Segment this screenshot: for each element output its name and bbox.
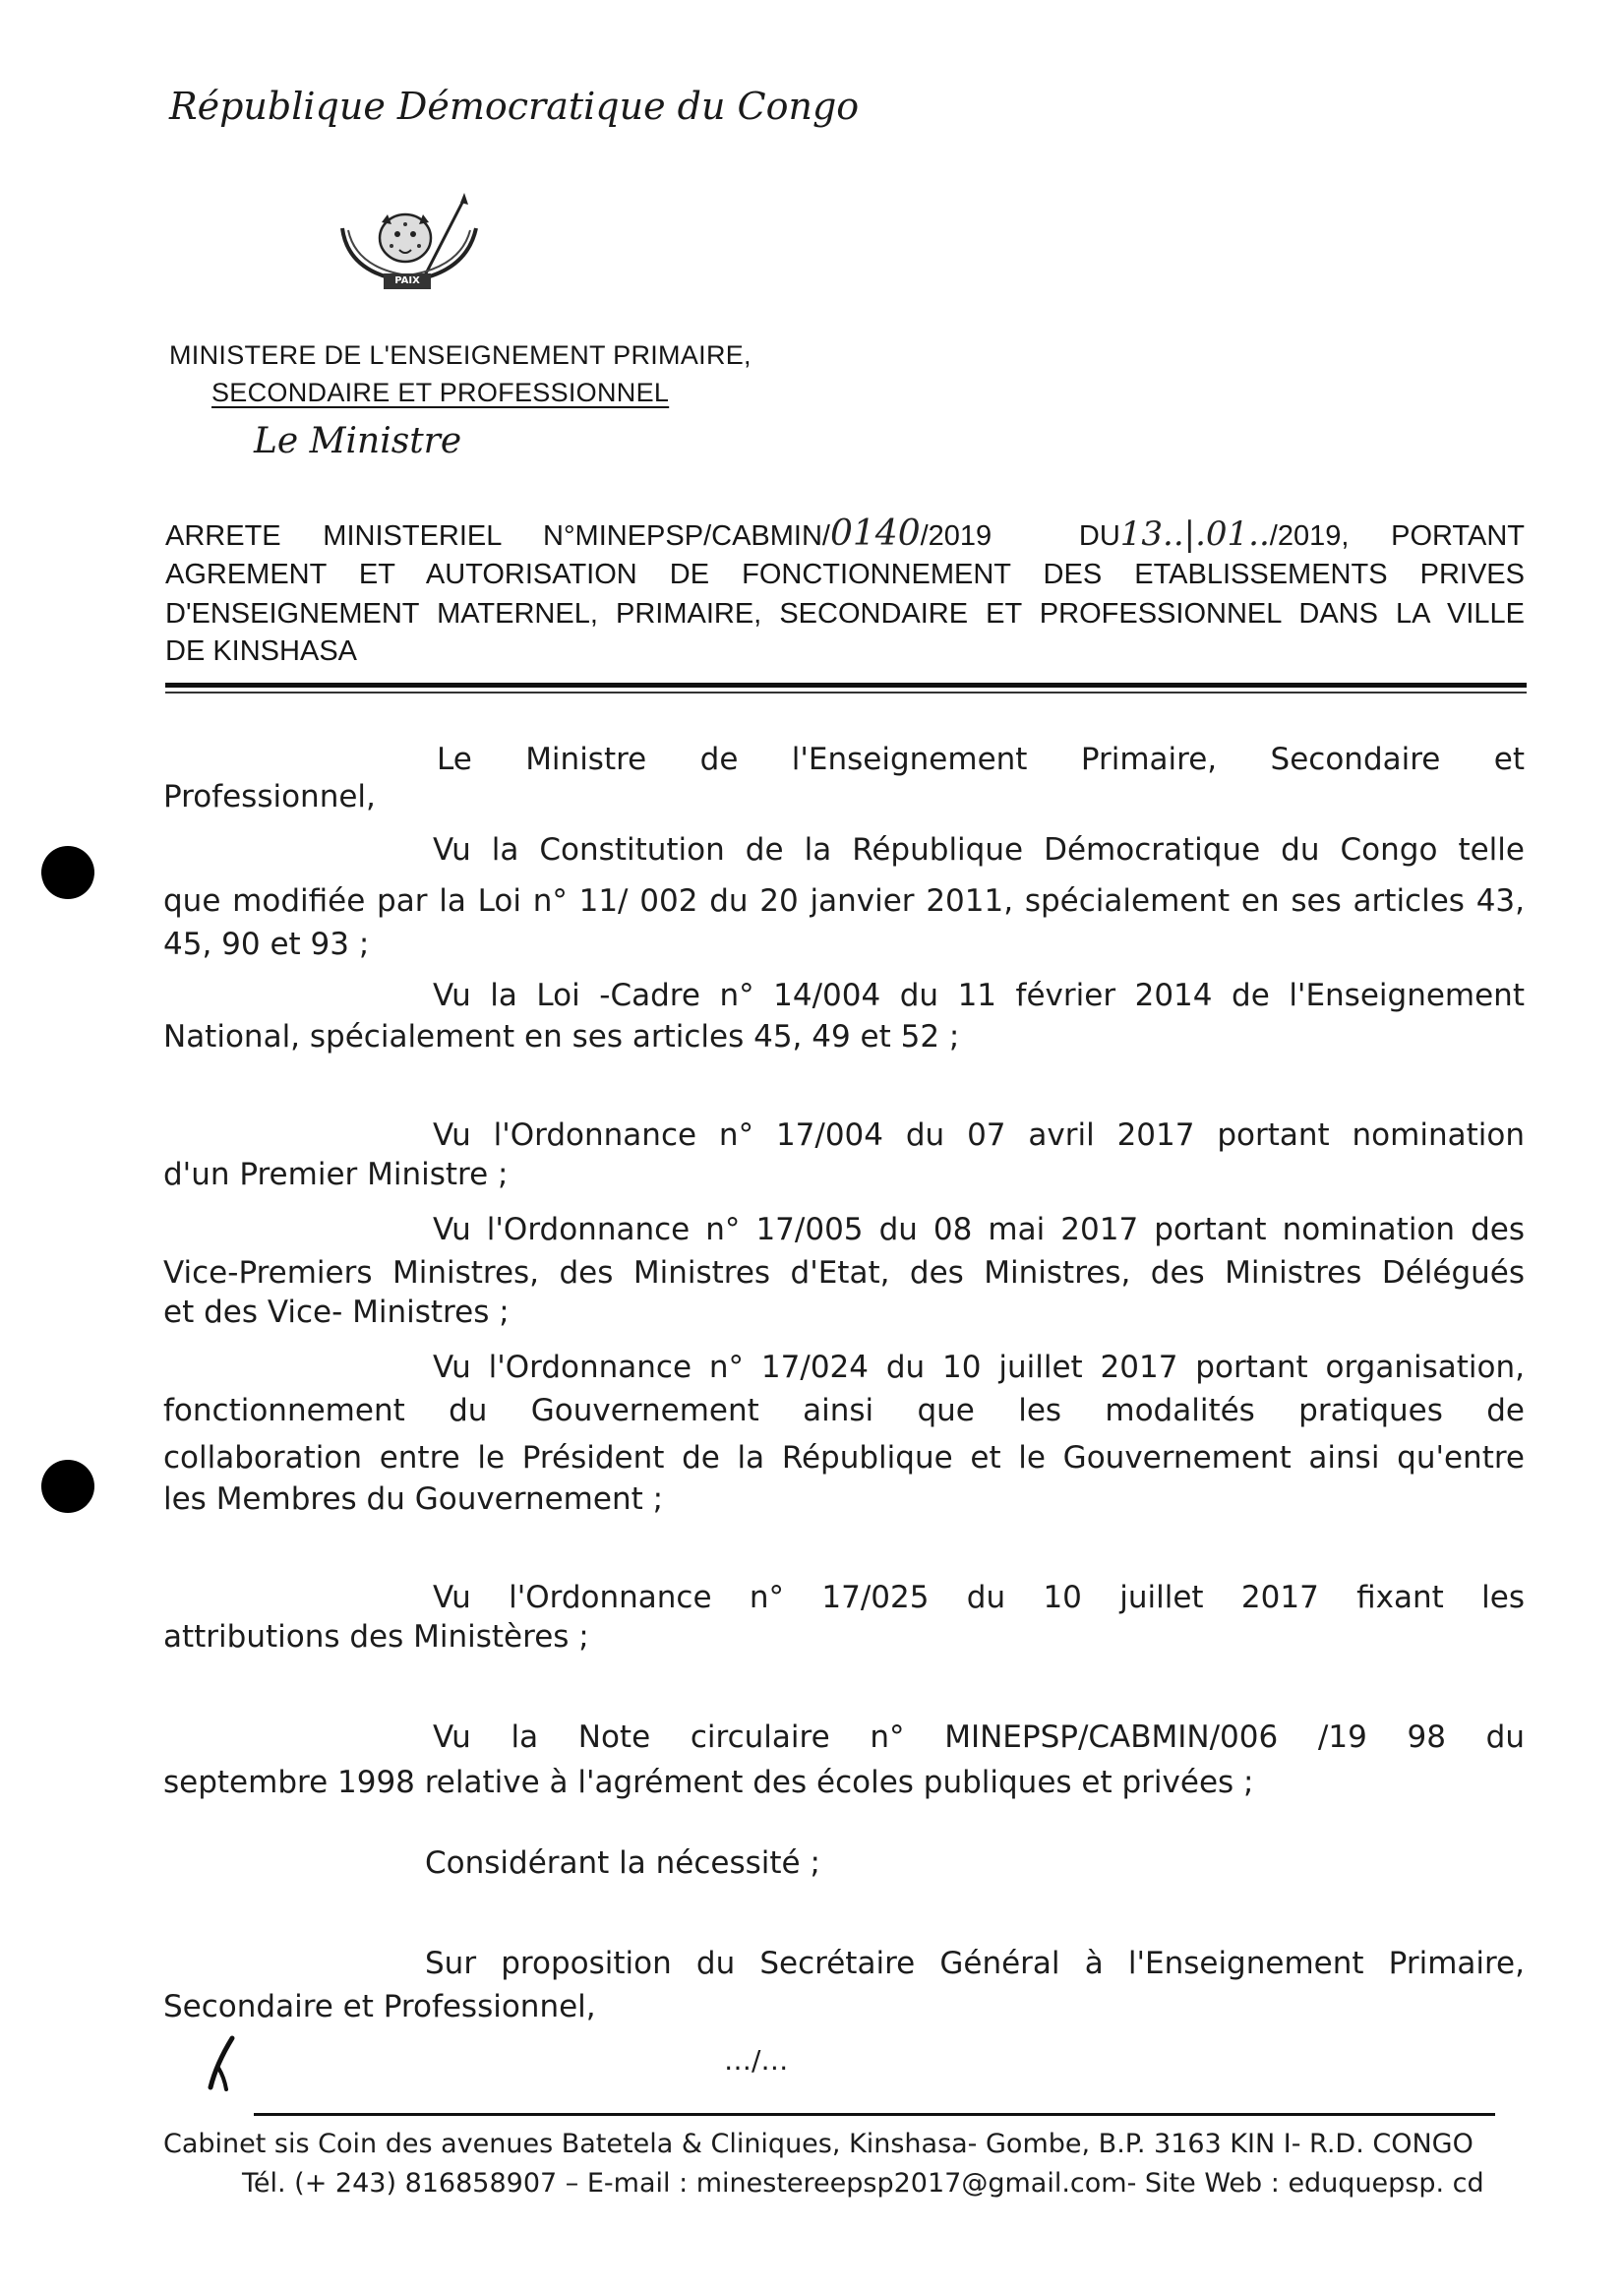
title-divider-thin (165, 692, 1527, 694)
decree-title-line2: AGREMENT ET AUTORISATION DE FONCTIONNEMENT DES ETABLISSEMENTS PRIVES (165, 559, 1525, 590)
vu-ordonnance-17-004-line2: d'un Premier Ministre ; (163, 1157, 509, 1192)
footer-address: Cabinet sis Coin des avenues Batetela & Cliniques, Kinshasa- Gombe, B.P. 3163 KIN I- R.D. CONGO (163, 2129, 1474, 2159)
considerant: Considérant la nécessité ; (425, 1845, 820, 1881)
le-ministre-signature-title: Le Ministre (254, 421, 462, 461)
vu-ordonnance-17-005-line1: Vu l'Ordonnance n° 17/005 du 08 mai 2017 portant nomination des (433, 1212, 1525, 1247)
decree-du: DU (1078, 520, 1120, 552)
handwritten-initial-mark (203, 2034, 252, 2091)
decree-title-line4: DE KINSHASA (165, 635, 357, 667)
vu-loi-cadre-line1: Vu la Loi -Cadre n° 14/004 du 11 février 2014 de l'Enseignement (433, 978, 1525, 1013)
sur-proposition-line1: Sur proposition du Secrétaire Général à l'Enseignement Primaire, (425, 1946, 1525, 1981)
coat-of-arms-emblem (329, 189, 488, 297)
decree-year-portant: /2019, PORTANT (1269, 520, 1525, 552)
intro-line1: Le Ministre de l'Enseignement Primaire, Secondaire et (437, 742, 1525, 777)
emblem-motto: PAIX (394, 275, 420, 286)
sur-proposition-line2: Secondaire et Professionnel, (163, 1989, 596, 2024)
decree-year: /2019 (920, 520, 992, 552)
vu-ordonnance-17-024-line3: collaboration entre le Président de la République et le Gouvernement ainsi qu'entre (163, 1440, 1525, 1476)
vu-note-circulaire-line1: Vu la Note circulaire n° MINEPSP/CABMIN/006 /19 98 du (433, 1719, 1525, 1755)
footer-divider (254, 2113, 1495, 2116)
vu-ordonnance-17-024-line4: les Membres du Gouvernement ; (163, 1481, 664, 1517)
republic-header: République Démocratique du Congo (169, 85, 860, 128)
page-continuation-mark: …/… (724, 2044, 789, 2077)
ministry-name-line1: MINISTERE DE L'ENSEIGNEMENT PRIMAIRE, (169, 340, 752, 370)
intro-line2: Professionnel, (163, 779, 376, 814)
vu-ordonnance-17-025-line1: Vu l'Ordonnance n° 17/025 du 10 juillet 2017 fixant les (433, 1580, 1525, 1615)
vu-ordonnance-17-005-line2: Vice-Premiers Ministres, des Ministres d'Etat, des Ministres, des Ministres Délégués (163, 1255, 1525, 1291)
vu-ordonnance-17-025-line2: attributions des Ministères ; (163, 1619, 589, 1655)
decree-number-prefix: ARRETE MINISTERIEL N°MINEPSP/CABMIN/ (165, 520, 830, 552)
decree-title-line1 (165, 515, 1525, 555)
vu-constitution-line1: Vu la Constitution de la République Démocratique du Congo telle (433, 832, 1525, 868)
vu-ordonnance-17-005-line3: et des Vice- Ministres ; (163, 1295, 510, 1330)
vu-note-circulaire-line2: septembre 1998 relative à l'agrément des écoles publiques et privées ; (163, 1765, 1254, 1800)
punch-hole-bottom (41, 1460, 94, 1513)
decree-number-handwritten: 0140 (829, 513, 921, 554)
vu-ordonnance-17-024-line1: Vu l'Ordonnance n° 17/024 du 10 juillet 2017 portant organisation, (433, 1350, 1525, 1385)
footer-contact: Tél. (+ 243) 816858907 – E-mail : minestereepsp2017@gmail.com- Site Web : eduquepsp. cd (242, 2168, 1484, 2199)
title-divider-thick (165, 683, 1527, 688)
decree-date-handwritten: 13..|.01.. (1119, 514, 1270, 554)
vu-ordonnance-17-004-line1: Vu l'Ordonnance n° 17/004 du 07 avril 2017 portant nomination (433, 1117, 1525, 1153)
punch-hole-top (41, 846, 94, 899)
vu-constitution-line3: 45, 90 et 93 ; (163, 927, 370, 962)
vu-ordonnance-17-024-line2: fonctionnement du Gouvernement ainsi que les modalités pratiques de (163, 1393, 1525, 1428)
decree-title-line3: D'ENSEIGNEMENT MATERNEL, PRIMAIRE, SECONDAIRE ET PROFESSIONNEL DANS LA VILLE (165, 598, 1525, 630)
vu-constitution-line2: que modifiée par la Loi n° 11/ 002 du 20 janvier 2011, spécialement en ses articles 43, (163, 883, 1525, 919)
vu-loi-cadre-line2: National, spécialement en ses articles 45, 49 et 52 ; (163, 1019, 960, 1055)
ministry-name-line2: SECONDAIRE ET PROFESSIONNEL (211, 378, 670, 407)
